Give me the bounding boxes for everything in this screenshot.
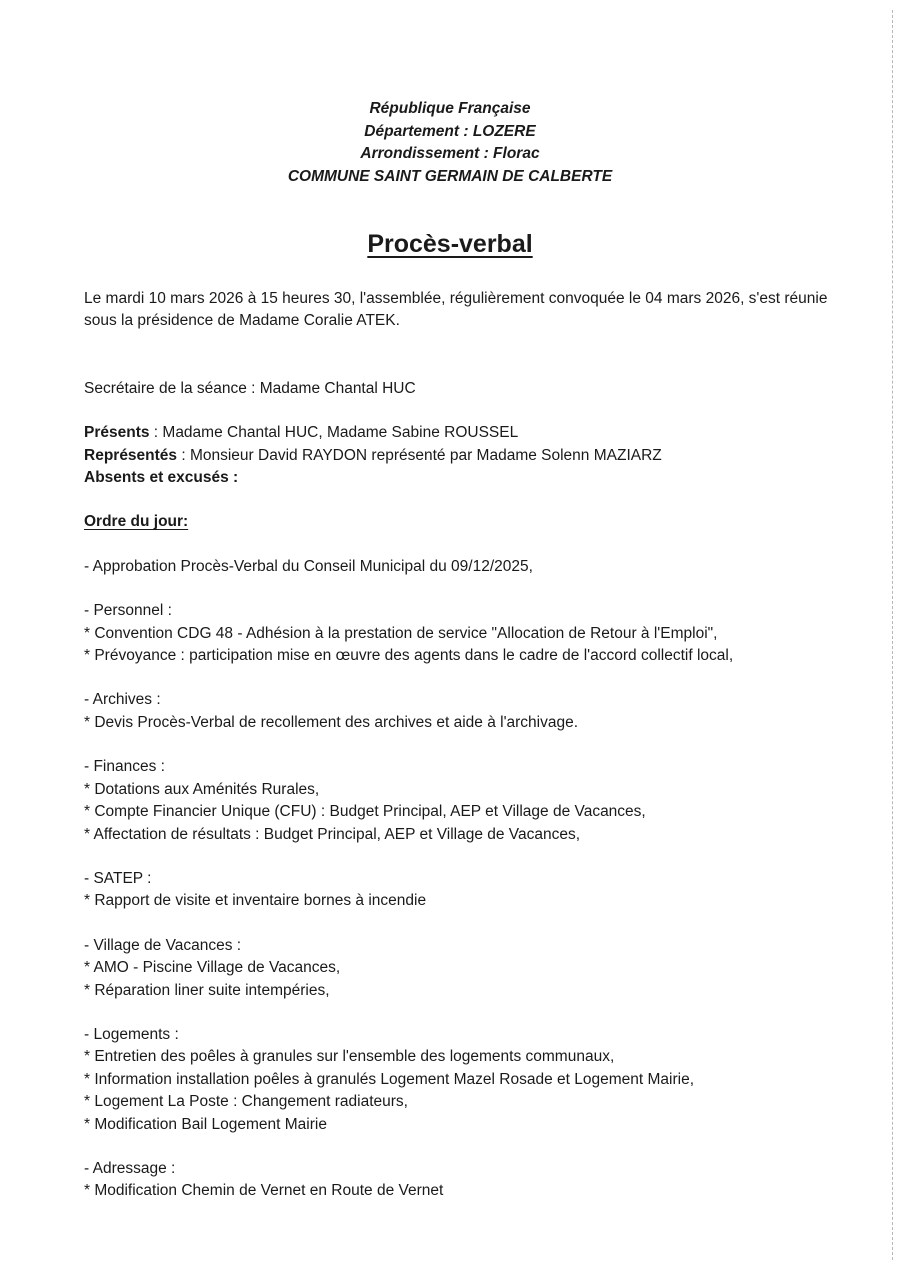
document-header bbox=[0, 98, 900, 188]
agenda-section-title: - Archives : bbox=[84, 691, 161, 709]
agenda-section-title: - Logements : bbox=[84, 1025, 179, 1043]
header-department: Département : LOZERE bbox=[364, 122, 536, 140]
presents-label: Présents bbox=[84, 424, 150, 442]
agenda-section-approval bbox=[84, 556, 844, 578]
absent-line: Absents et excusés : bbox=[84, 469, 239, 487]
agenda-section-title: - SATEP : bbox=[84, 869, 152, 887]
document-title: Procès-verbal bbox=[367, 230, 533, 258]
agenda-item: * Modification Chemin de Vernet en Route de Vernet bbox=[84, 1182, 444, 1200]
header-arrondissement: Arrondissement : Florac bbox=[360, 145, 540, 162]
represented-line bbox=[84, 445, 844, 467]
agenda-section-title: - Adressage : bbox=[84, 1159, 176, 1177]
agenda-item: * Modification Bail Logement Mairie bbox=[84, 1115, 327, 1133]
agenda-item: * Prévoyance : participation mise en œuvre des agents dans le cadre de l'accord collectif local, bbox=[84, 647, 734, 665]
agenda-section-village bbox=[84, 935, 844, 1002]
presents-line bbox=[84, 422, 844, 444]
agenda-item: * Dotations aux Aménités Rurales, bbox=[84, 780, 320, 798]
intro-paragraph: Le mardi 10 mars 2026 à 15 heures 30, l'assemblée, régulièrement convoquée le 04 mars 2026, s'est réunie sous la présidence de Madame Coralie ATEK. bbox=[84, 290, 828, 330]
header-commune: COMMUNE SAINT GERMAIN DE CALBERTE bbox=[287, 167, 613, 185]
header-republic: République Française bbox=[369, 100, 531, 117]
agenda-section-archives bbox=[84, 689, 844, 734]
agenda-item: * Information installation poêles à granulés Logement Mazel Rosade et Logement Mairie, bbox=[84, 1070, 695, 1088]
agenda-item: * Affectation de résultats : Budget Principal, AEP et Village de Vacances, bbox=[84, 825, 581, 843]
agenda-section-title: - Finances : bbox=[84, 758, 165, 776]
agenda-item: * Convention CDG 48 - Adhésion à la prestation de service "Allocation de Retour à l'Emploi", bbox=[84, 624, 718, 642]
agenda-section-personnel bbox=[84, 600, 844, 667]
presents-value: : Madame Chantal HUC, Madame Sabine ROUSSEL bbox=[149, 424, 519, 442]
agenda-section-title: - Approbation Procès-Verbal du Conseil Municipal du 09/12/2025, bbox=[84, 557, 533, 575]
agenda-item: * Réparation liner suite intempéries, bbox=[84, 981, 330, 999]
agenda-item: * AMO - Piscine Village de Vacances, bbox=[84, 959, 341, 977]
represented-value: : Monsieur David RAYDON représenté par Madame Solenn MAZIARZ bbox=[177, 446, 662, 464]
agenda-item: * Devis Procès-Verbal de recollement des archives et aide à l'archivage. bbox=[84, 713, 579, 731]
agenda-heading: Ordre du jour: bbox=[84, 513, 189, 531]
agenda-item: * Rapport de visite et inventaire bornes à incendie bbox=[84, 892, 427, 910]
agenda-section-title: - Personnel : bbox=[84, 602, 172, 620]
agenda-item: * Entretien des poêles à granules sur l'ensemble des logements communaux, bbox=[84, 1048, 615, 1066]
agenda-item: * Compte Financier Unique (CFU) : Budget Principal, AEP et Village de Vacances, bbox=[84, 803, 646, 821]
agenda-section-satep bbox=[84, 868, 844, 913]
agenda-section-finances bbox=[84, 756, 844, 846]
document-body bbox=[84, 288, 844, 1225]
secretary-line: Secrétaire de la séance : Madame Chantal HUC bbox=[84, 379, 416, 397]
agenda-section-title: - Village de Vacances : bbox=[84, 936, 242, 954]
agenda-section-adressage bbox=[84, 1158, 844, 1203]
agenda-section-logements bbox=[84, 1024, 844, 1136]
agenda-item: * Logement La Poste : Changement radiateurs, bbox=[84, 1093, 408, 1111]
scan-edge-line bbox=[891, 10, 893, 1260]
represented-label: Représentés bbox=[84, 446, 178, 464]
